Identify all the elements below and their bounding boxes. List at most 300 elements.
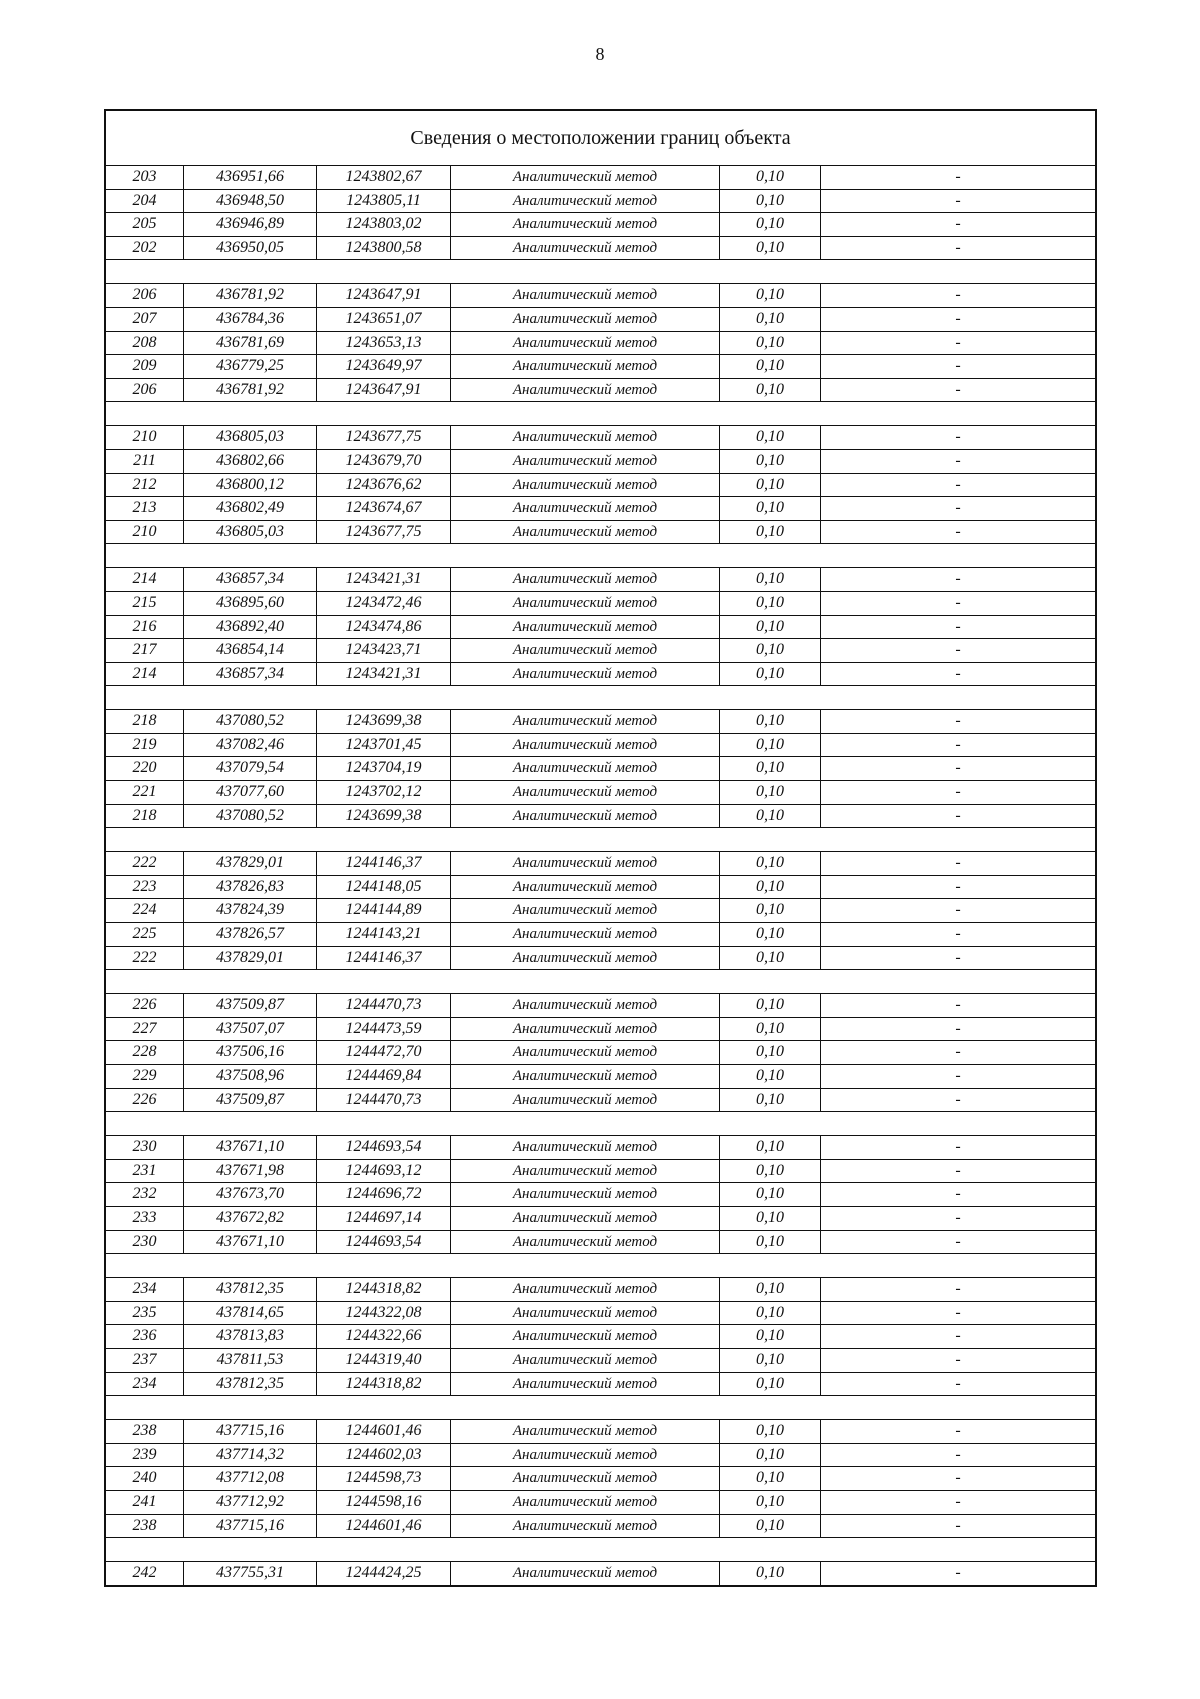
- y-coordinate-cell: 1243701,45: [316, 734, 450, 757]
- point-number-cell: 220: [132, 759, 157, 777]
- point-number-cell: 218: [132, 712, 157, 730]
- accuracy-cell: 0,10: [719, 710, 820, 733]
- accuracy-cell: 0,10: [719, 332, 820, 355]
- table-row: [106, 1018, 1095, 1042]
- description-cell: -: [820, 1467, 1095, 1490]
- accuracy-cell: 0,10: [719, 379, 820, 402]
- accuracy-cell: 0,10: [719, 1089, 820, 1112]
- table-row: [106, 1041, 1095, 1065]
- description-cell: -: [820, 1491, 1095, 1514]
- method-cell: Аналитический метод: [450, 805, 719, 828]
- table-row: [106, 1136, 1095, 1160]
- table-row: [106, 474, 1095, 498]
- method-cell: Аналитический метод: [450, 899, 719, 922]
- method-cell: Аналитический метод: [450, 355, 719, 378]
- description-cell: -: [820, 497, 1095, 520]
- description-cell: -: [820, 568, 1095, 591]
- y-coordinate-cell: 1244693,12: [316, 1160, 450, 1183]
- x-coordinate-cell: 436857,34: [183, 663, 316, 686]
- y-coordinate-cell: 1243474,86: [316, 616, 450, 639]
- accuracy-cell: 0,10: [719, 947, 820, 970]
- method-cell: Аналитический метод: [450, 332, 719, 355]
- point-number-cell: 225: [132, 925, 157, 943]
- point-number-cell: 231: [132, 1161, 157, 1179]
- point-number-cell: 210: [132, 428, 157, 446]
- accuracy-cell: 0,10: [719, 1160, 820, 1183]
- method-cell: Аналитический метод: [450, 1231, 719, 1254]
- point-number-cell: 212: [132, 475, 157, 493]
- y-coordinate-cell: 1244143,21: [316, 923, 450, 946]
- group-separator: [106, 1396, 1095, 1420]
- method-cell: Аналитический метод: [450, 1562, 719, 1585]
- x-coordinate-cell: 437672,82: [183, 1207, 316, 1230]
- method-cell: Аналитический метод: [450, 1089, 719, 1112]
- accuracy-cell: 0,10: [719, 994, 820, 1017]
- point-number-cell: 213: [132, 499, 157, 517]
- table-row: [106, 1420, 1095, 1444]
- table-row: [106, 308, 1095, 332]
- table-row: [106, 284, 1095, 308]
- method-cell: Аналитический метод: [450, 190, 719, 213]
- method-cell: Аналитический метод: [450, 568, 719, 591]
- x-coordinate-cell: 436800,12: [183, 474, 316, 497]
- method-cell: Аналитический метод: [450, 1207, 719, 1230]
- accuracy-cell: 0,10: [719, 355, 820, 378]
- accuracy-cell: 0,10: [719, 1349, 820, 1372]
- x-coordinate-cell: 436950,05: [183, 237, 316, 260]
- method-cell: Аналитический метод: [450, 1373, 719, 1396]
- x-coordinate-cell: 437507,07: [183, 1018, 316, 1041]
- y-coordinate-cell: 1244696,72: [316, 1183, 450, 1206]
- accuracy-cell: 0,10: [719, 923, 820, 946]
- y-coordinate-cell: 1243803,02: [316, 213, 450, 236]
- table-row: [106, 805, 1095, 829]
- x-coordinate-cell: 437829,01: [183, 852, 316, 875]
- table-row: [106, 237, 1095, 261]
- y-coordinate-cell: 1244322,66: [316, 1325, 450, 1348]
- x-coordinate-cell: 437671,10: [183, 1136, 316, 1159]
- x-coordinate-cell: 437080,52: [183, 805, 316, 828]
- table-row: [106, 568, 1095, 592]
- table-row: [106, 923, 1095, 947]
- x-coordinate-cell: 437812,35: [183, 1278, 316, 1301]
- point-number-cell: 218: [132, 806, 157, 824]
- method-cell: Аналитический метод: [450, 639, 719, 662]
- group-separator: [106, 402, 1095, 426]
- method-cell: Аналитический метод: [450, 1160, 719, 1183]
- method-cell: Аналитический метод: [450, 308, 719, 331]
- accuracy-cell: 0,10: [719, 1325, 820, 1348]
- x-coordinate-cell: 437814,65: [183, 1302, 316, 1325]
- y-coordinate-cell: 1244693,54: [316, 1136, 450, 1159]
- method-cell: Аналитический метод: [450, 994, 719, 1017]
- y-coordinate-cell: 1243649,97: [316, 355, 450, 378]
- method-cell: Аналитический метод: [450, 734, 719, 757]
- x-coordinate-cell: 437673,70: [183, 1183, 316, 1206]
- point-number-cell: 205: [132, 215, 157, 233]
- point-number-cell: 211: [133, 451, 156, 469]
- table-row: [106, 1515, 1095, 1539]
- point-number-cell: 217: [132, 641, 157, 659]
- point-number-cell: 228: [132, 1043, 157, 1061]
- accuracy-cell: 0,10: [719, 237, 820, 260]
- table-body: [106, 166, 1095, 1585]
- y-coordinate-cell: 1244144,89: [316, 899, 450, 922]
- description-cell: -: [820, 190, 1095, 213]
- description-cell: -: [820, 852, 1095, 875]
- description-cell: -: [820, 426, 1095, 449]
- y-coordinate-cell: 1243800,58: [316, 237, 450, 260]
- description-cell: -: [820, 284, 1095, 307]
- point-number-cell: 204: [132, 191, 157, 209]
- table-row: [106, 1183, 1095, 1207]
- y-coordinate-cell: 1243699,38: [316, 805, 450, 828]
- description-cell: -: [820, 994, 1095, 1017]
- table-title: Сведения о местоположении границ объекта: [106, 111, 1095, 166]
- accuracy-cell: 0,10: [719, 734, 820, 757]
- table-row: [106, 379, 1095, 403]
- table-row: [106, 734, 1095, 758]
- point-number-cell: 223: [132, 877, 157, 895]
- x-coordinate-cell: 437811,53: [183, 1349, 316, 1372]
- method-cell: Аналитический метод: [450, 1065, 719, 1088]
- description-cell: -: [820, 639, 1095, 662]
- description-cell: -: [820, 379, 1095, 402]
- description-cell: -: [820, 1160, 1095, 1183]
- method-cell: Аналитический метод: [450, 947, 719, 970]
- method-cell: Аналитический метод: [450, 757, 719, 780]
- table-row: [106, 757, 1095, 781]
- x-coordinate-cell: 436781,92: [183, 379, 316, 402]
- point-number-cell: 226: [132, 996, 157, 1014]
- x-coordinate-cell: 437715,16: [183, 1515, 316, 1538]
- method-cell: Аналитический метод: [450, 1420, 719, 1443]
- point-number-cell: 236: [132, 1327, 157, 1345]
- y-coordinate-cell: 1244146,37: [316, 947, 450, 970]
- accuracy-cell: 0,10: [719, 1018, 820, 1041]
- accuracy-cell: 0,10: [719, 757, 820, 780]
- description-cell: -: [820, 616, 1095, 639]
- y-coordinate-cell: 1244146,37: [316, 852, 450, 875]
- x-coordinate-cell: 436948,50: [183, 190, 316, 213]
- x-coordinate-cell: 437829,01: [183, 947, 316, 970]
- method-cell: Аналитический метод: [450, 450, 719, 473]
- description-cell: -: [820, 734, 1095, 757]
- x-coordinate-cell: 437671,10: [183, 1231, 316, 1254]
- accuracy-cell: 0,10: [719, 639, 820, 662]
- accuracy-cell: 0,10: [719, 450, 820, 473]
- description-cell: -: [820, 1207, 1095, 1230]
- accuracy-cell: 0,10: [719, 1373, 820, 1396]
- method-cell: Аналитический метод: [450, 1302, 719, 1325]
- accuracy-cell: 0,10: [719, 1467, 820, 1490]
- x-coordinate-cell: 437712,08: [183, 1467, 316, 1490]
- method-cell: Аналитический метод: [450, 379, 719, 402]
- table-row: [106, 1562, 1095, 1585]
- accuracy-cell: 0,10: [719, 1231, 820, 1254]
- point-number-cell: 226: [132, 1090, 157, 1108]
- description-cell: -: [820, 1302, 1095, 1325]
- method-cell: Аналитический метод: [450, 876, 719, 899]
- table-row: [106, 639, 1095, 663]
- point-number-cell: 238: [132, 1422, 157, 1440]
- x-coordinate-cell: 437506,16: [183, 1041, 316, 1064]
- description-cell: -: [820, 805, 1095, 828]
- y-coordinate-cell: 1244469,84: [316, 1065, 450, 1088]
- method-cell: Аналитический метод: [450, 1349, 719, 1372]
- description-cell: -: [820, 899, 1095, 922]
- group-separator: [106, 1254, 1095, 1278]
- table-row: [106, 1373, 1095, 1397]
- y-coordinate-cell: 1243704,19: [316, 757, 450, 780]
- y-coordinate-cell: 1243676,62: [316, 474, 450, 497]
- description-cell: -: [820, 1065, 1095, 1088]
- point-number-cell: 202: [132, 238, 157, 256]
- description-cell: -: [820, 876, 1095, 899]
- accuracy-cell: 0,10: [719, 1562, 820, 1585]
- group-separator: [106, 1112, 1095, 1136]
- method-cell: Аналитический метод: [450, 1136, 719, 1159]
- x-coordinate-cell: 436951,66: [183, 166, 316, 189]
- table-row: [106, 592, 1095, 616]
- accuracy-cell: 0,10: [719, 1515, 820, 1538]
- description-cell: -: [820, 592, 1095, 615]
- point-number-cell: 207: [132, 309, 157, 327]
- accuracy-cell: 0,10: [719, 1302, 820, 1325]
- point-number-cell: 214: [132, 664, 157, 682]
- table-row: [106, 710, 1095, 734]
- table-row: [106, 450, 1095, 474]
- description-cell: -: [820, 663, 1095, 686]
- point-number-cell: 219: [132, 735, 157, 753]
- accuracy-cell: 0,10: [719, 1183, 820, 1206]
- description-cell: -: [820, 1136, 1095, 1159]
- table-row: [106, 426, 1095, 450]
- table-row: [106, 1231, 1095, 1255]
- description-cell: -: [820, 237, 1095, 260]
- point-number-cell: 241: [132, 1492, 157, 1510]
- point-number-cell: 230: [132, 1232, 157, 1250]
- x-coordinate-cell: 437079,54: [183, 757, 316, 780]
- description-cell: -: [820, 332, 1095, 355]
- table-row: [106, 852, 1095, 876]
- x-coordinate-cell: 437080,52: [183, 710, 316, 733]
- point-number-cell: 222: [132, 948, 157, 966]
- method-cell: Аналитический метод: [450, 1515, 719, 1538]
- accuracy-cell: 0,10: [719, 1207, 820, 1230]
- method-cell: Аналитический метод: [450, 1467, 719, 1490]
- x-coordinate-cell: 436779,25: [183, 355, 316, 378]
- accuracy-cell: 0,10: [719, 284, 820, 307]
- x-coordinate-cell: 437714,32: [183, 1444, 316, 1467]
- table-row: [106, 1278, 1095, 1302]
- y-coordinate-cell: 1243677,75: [316, 426, 450, 449]
- y-coordinate-cell: 1243651,07: [316, 308, 450, 331]
- point-number-cell: 237: [132, 1350, 157, 1368]
- accuracy-cell: 0,10: [719, 1444, 820, 1467]
- description-cell: -: [820, 521, 1095, 544]
- x-coordinate-cell: 437755,31: [183, 1562, 316, 1585]
- point-number-cell: 235: [132, 1303, 157, 1321]
- point-number-cell: 210: [132, 522, 157, 540]
- table-row: [106, 1302, 1095, 1326]
- method-cell: Аналитический метод: [450, 426, 719, 449]
- table-row: [106, 355, 1095, 379]
- description-cell: -: [820, 947, 1095, 970]
- x-coordinate-cell: 437671,98: [183, 1160, 316, 1183]
- description-cell: -: [820, 450, 1095, 473]
- table-row: [106, 213, 1095, 237]
- y-coordinate-cell: 1243472,46: [316, 592, 450, 615]
- y-coordinate-cell: 1243702,12: [316, 781, 450, 804]
- description-cell: -: [820, 1373, 1095, 1396]
- accuracy-cell: 0,10: [719, 876, 820, 899]
- description-cell: -: [820, 355, 1095, 378]
- table-row: [106, 876, 1095, 900]
- point-number-cell: 227: [132, 1019, 157, 1037]
- x-coordinate-cell: 437715,16: [183, 1420, 316, 1443]
- y-coordinate-cell: 1244601,46: [316, 1515, 450, 1538]
- y-coordinate-cell: 1244319,40: [316, 1349, 450, 1372]
- table-row: [106, 1467, 1095, 1491]
- y-coordinate-cell: 1244693,54: [316, 1231, 450, 1254]
- table-row: [106, 1160, 1095, 1184]
- accuracy-cell: 0,10: [719, 616, 820, 639]
- point-number-cell: 208: [132, 333, 157, 351]
- table-row: [106, 1444, 1095, 1468]
- y-coordinate-cell: 1244318,82: [316, 1278, 450, 1301]
- accuracy-cell: 0,10: [719, 805, 820, 828]
- accuracy-cell: 0,10: [719, 426, 820, 449]
- accuracy-cell: 0,10: [719, 521, 820, 544]
- accuracy-cell: 0,10: [719, 852, 820, 875]
- point-number-cell: 239: [132, 1445, 157, 1463]
- point-number-cell: 234: [132, 1280, 157, 1298]
- method-cell: Аналитический метод: [450, 237, 719, 260]
- x-coordinate-cell: 436781,69: [183, 332, 316, 355]
- description-cell: -: [820, 1420, 1095, 1443]
- description-cell: -: [820, 1183, 1095, 1206]
- description-cell: -: [820, 474, 1095, 497]
- method-cell: Аналитический метод: [450, 474, 719, 497]
- description-cell: -: [820, 710, 1095, 733]
- y-coordinate-cell: 1244470,73: [316, 994, 450, 1017]
- description-cell: -: [820, 1562, 1095, 1585]
- point-number-cell: 238: [132, 1516, 157, 1534]
- method-cell: Аналитический метод: [450, 1278, 719, 1301]
- x-coordinate-cell: 437082,46: [183, 734, 316, 757]
- y-coordinate-cell: 1244601,46: [316, 1420, 450, 1443]
- method-cell: Аналитический метод: [450, 710, 719, 733]
- description-cell: -: [820, 166, 1095, 189]
- x-coordinate-cell: 437077,60: [183, 781, 316, 804]
- y-coordinate-cell: 1243677,75: [316, 521, 450, 544]
- method-cell: Аналитический метод: [450, 166, 719, 189]
- x-coordinate-cell: 436784,36: [183, 308, 316, 331]
- point-number-cell: 224: [132, 901, 157, 919]
- accuracy-cell: 0,10: [719, 1136, 820, 1159]
- method-cell: Аналитический метод: [450, 1325, 719, 1348]
- table-row: [106, 899, 1095, 923]
- y-coordinate-cell: 1243699,38: [316, 710, 450, 733]
- y-coordinate-cell: 1244470,73: [316, 1089, 450, 1112]
- x-coordinate-cell: 437509,87: [183, 1089, 316, 1112]
- table-row: [106, 1089, 1095, 1113]
- method-cell: Аналитический метод: [450, 852, 719, 875]
- description-cell: -: [820, 923, 1095, 946]
- y-coordinate-cell: 1244697,14: [316, 1207, 450, 1230]
- x-coordinate-cell: 436802,66: [183, 450, 316, 473]
- method-cell: Аналитический метод: [450, 1444, 719, 1467]
- y-coordinate-cell: 1243802,67: [316, 166, 450, 189]
- point-number-cell: 206: [132, 286, 157, 304]
- y-coordinate-cell: 1243679,70: [316, 450, 450, 473]
- table-row: [106, 497, 1095, 521]
- method-cell: Аналитический метод: [450, 592, 719, 615]
- description-cell: -: [820, 1231, 1095, 1254]
- accuracy-cell: 0,10: [719, 1041, 820, 1064]
- point-number-cell: 214: [132, 570, 157, 588]
- x-coordinate-cell: 436805,03: [183, 426, 316, 449]
- table-row: [106, 994, 1095, 1018]
- group-separator: [106, 260, 1095, 284]
- table-row: [106, 1065, 1095, 1089]
- accuracy-cell: 0,10: [719, 899, 820, 922]
- x-coordinate-cell: 437813,83: [183, 1325, 316, 1348]
- accuracy-cell: 0,10: [719, 1491, 820, 1514]
- point-number-cell: 221: [132, 783, 157, 801]
- point-number-cell: 234: [132, 1374, 157, 1392]
- y-coordinate-cell: 1244598,73: [316, 1467, 450, 1490]
- y-coordinate-cell: 1244322,08: [316, 1302, 450, 1325]
- x-coordinate-cell: 436854,14: [183, 639, 316, 662]
- accuracy-cell: 0,10: [719, 308, 820, 331]
- table-row: [106, 1325, 1095, 1349]
- point-number-cell: 240: [132, 1469, 157, 1487]
- y-coordinate-cell: 1244148,05: [316, 876, 450, 899]
- x-coordinate-cell: 436781,92: [183, 284, 316, 307]
- method-cell: Аналитический метод: [450, 616, 719, 639]
- x-coordinate-cell: 436946,89: [183, 213, 316, 236]
- accuracy-cell: 0,10: [719, 1065, 820, 1088]
- accuracy-cell: 0,10: [719, 663, 820, 686]
- description-cell: -: [820, 213, 1095, 236]
- description-cell: -: [820, 308, 1095, 331]
- group-separator: [106, 970, 1095, 994]
- method-cell: Аналитический метод: [450, 1491, 719, 1514]
- y-coordinate-cell: 1244598,16: [316, 1491, 450, 1514]
- table-row: [106, 1207, 1095, 1231]
- point-number-cell: 222: [132, 854, 157, 872]
- point-number-cell: 233: [132, 1208, 157, 1226]
- x-coordinate-cell: 436857,34: [183, 568, 316, 591]
- accuracy-cell: 0,10: [719, 781, 820, 804]
- method-cell: Аналитический метод: [450, 213, 719, 236]
- point-number-cell: 206: [132, 380, 157, 398]
- y-coordinate-cell: 1244602,03: [316, 1444, 450, 1467]
- point-number-cell: 230: [132, 1138, 157, 1156]
- accuracy-cell: 0,10: [719, 474, 820, 497]
- method-cell: Аналитический метод: [450, 663, 719, 686]
- boundary-coordinates-table: [104, 109, 1097, 1587]
- method-cell: Аналитический метод: [450, 1018, 719, 1041]
- point-number-cell: 215: [132, 593, 157, 611]
- accuracy-cell: 0,10: [719, 568, 820, 591]
- y-coordinate-cell: 1243653,13: [316, 332, 450, 355]
- y-coordinate-cell: 1243423,71: [316, 639, 450, 662]
- y-coordinate-cell: 1243421,31: [316, 663, 450, 686]
- y-coordinate-cell: 1243674,67: [316, 497, 450, 520]
